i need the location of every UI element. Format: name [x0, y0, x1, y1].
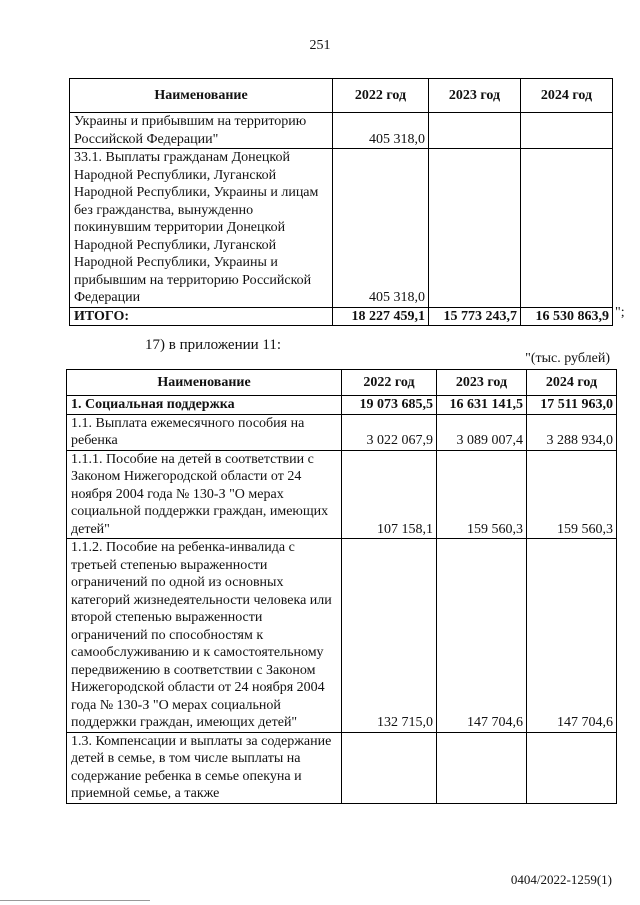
header-2022: 2022 год	[333, 79, 429, 113]
header-2024: 2024 год	[527, 370, 617, 396]
value-2022-cell: 19 073 685,5	[342, 396, 437, 415]
value-2024-cell: 147 704,6	[527, 539, 617, 733]
value-2024-cell: 3 288 934,0	[527, 414, 617, 450]
value-2022-cell: 405 318,0	[333, 149, 429, 308]
row-name-cell: 1.1.1. Пособие на детей в соответствии с Законом Нижегородской области от 24 ноября 2004 года № 130-З "О мерах социальной поддержки граждан, имеющих детей"	[67, 450, 342, 539]
value-2022-cell	[342, 732, 437, 803]
table-row	[70, 307, 613, 326]
value-2024-cell	[527, 732, 617, 803]
header-name: Наименование	[67, 370, 342, 396]
value-2023-cell	[429, 149, 521, 308]
value-2022-cell: 405 318,0	[333, 113, 429, 149]
row-name-cell: 1.1. Выплата ежемесячного пособия на ребенка	[67, 414, 342, 450]
closing-quote: ";	[615, 305, 625, 320]
value-2024-cell	[521, 113, 613, 149]
value-2022-cell: 18 227 459,1	[333, 307, 429, 326]
units-label: "(тыс. рублей)	[525, 351, 610, 366]
row-name-cell: Украины и прибывшим на территорию Российской Федерации"	[70, 113, 333, 149]
value-2023-cell	[437, 732, 527, 803]
document-code: 0404/2022-1259(1)	[510, 872, 612, 887]
value-2023-cell: 3 089 007,4	[437, 414, 527, 450]
table-row	[67, 414, 617, 450]
table-row	[67, 732, 617, 803]
value-2024-cell: 17 511 963,0	[527, 396, 617, 415]
value-2024-cell: 16 530 863,9	[521, 307, 613, 326]
table-row	[67, 396, 617, 415]
table-row	[70, 149, 613, 308]
header-2024: 2024 год	[521, 79, 613, 113]
row-name-cell: 1. Социальная поддержка	[67, 396, 342, 415]
table-row	[70, 113, 613, 149]
value-2024-cell	[521, 149, 613, 308]
value-2023-cell	[429, 113, 521, 149]
value-2023-cell: 16 631 141,5	[437, 396, 527, 415]
appendix-11-table	[66, 369, 617, 804]
appendix-heading: 17) в приложении 11:	[145, 337, 282, 353]
value-2022-cell: 132 715,0	[342, 539, 437, 733]
value-2022-cell: 107 158,1	[342, 450, 437, 539]
header-2023: 2023 год	[429, 79, 521, 113]
table-header-row	[67, 370, 617, 396]
value-2023-cell: 15 773 243,7	[429, 307, 521, 326]
value-2024-cell: 159 560,3	[527, 450, 617, 539]
value-2023-cell: 159 560,3	[437, 450, 527, 539]
page-number: 251	[309, 38, 331, 53]
header-name: Наименование	[70, 79, 333, 113]
row-name-cell: 33.1. Выплаты гражданам Донецкой Народной Республики, Луганской Народной Республики, Украины и лицам без гражданства, вынужденно покинувшим территории Донецкой Народной Республики, Луганской Народной Республики, Украины и прибывшим на территорию Российской Федерации	[70, 149, 333, 308]
row-name-cell: ИТОГО:	[70, 307, 333, 326]
table-row	[67, 450, 617, 539]
row-name-cell: 1.1.2. Пособие на ребенка-инвалида с третьей степенью выраженности ограничений по одной из основных категорий жизнедеятельности человека или второй степенью выраженности ограничений по способностям к самообслуживанию и к самостоятельному передвижению в соответствии с Законом Нижегородской области от 24 ноября 2004 года № 130-З "О мерах социальной поддержки граждан, имеющих детей"	[67, 539, 342, 733]
header-2022: 2022 год	[342, 370, 437, 396]
footer-divider	[0, 900, 150, 901]
table-header-row	[70, 79, 613, 113]
value-2022-cell: 3 022 067,9	[342, 414, 437, 450]
header-2023: 2023 год	[437, 370, 527, 396]
table-row	[67, 539, 617, 733]
value-2023-cell: 147 704,6	[437, 539, 527, 733]
budget-table-continued	[69, 78, 613, 326]
row-name-cell: 1.3. Компенсации и выплаты за содержание детей в семье, в том числе выплаты на содержание ребенка в семье опекуна и приемной семье, а также	[67, 732, 342, 803]
